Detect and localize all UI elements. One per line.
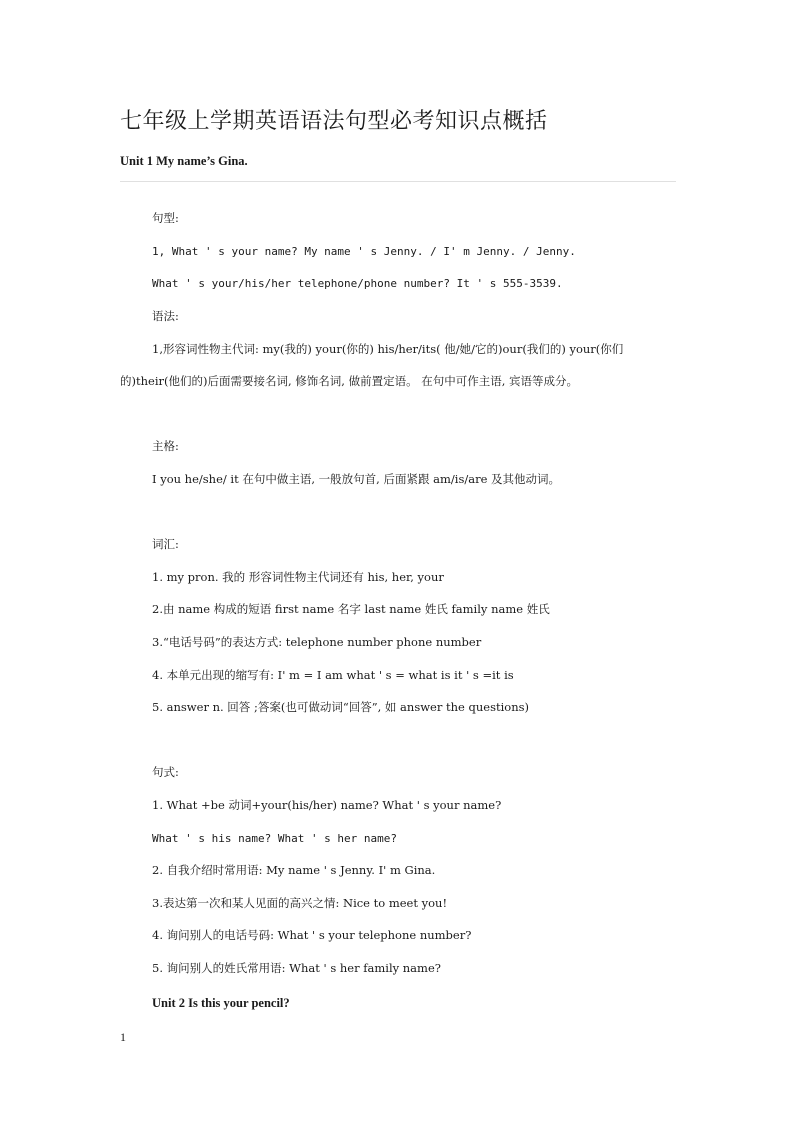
text-line: 2.由 name 构成的短语 first name 名字 last name 姓氏 family name 姓氏 (152, 602, 550, 616)
text-line: 2. 自我介绍时常用语: My name ' s Jenny. I' m Gina. (152, 863, 436, 877)
text-line: 4. 本单元出现的缩写有: I' m = I am what ' s = what is it ' s =it is (152, 668, 514, 682)
section-label-sentence-patterns: 句型: (152, 211, 179, 225)
heading-divider (120, 181, 676, 182)
text-line: 1, What ' s your name? My name ' s Jenny. / I' m Jenny. / Jenny. (152, 245, 576, 258)
document-title: 七年级上学期英语语法句型必考知识点概括 (120, 109, 548, 134)
text-line: 5. 询问别人的姓氏常用语: What ' s her family name? (152, 961, 441, 975)
text-line: I you he/she/ it 在句中做主语, 一般放句首, 后面紧跟 am/is/are 及其他动词。 (152, 472, 561, 486)
text-line: 1. What +be 动词+your(his/her) name? What ' s your name? (152, 798, 502, 812)
section-label-vocabulary: 词汇: (152, 537, 179, 551)
text-line: 4. 询问别人的电话号码: What ' s your telephone number? (152, 928, 472, 942)
text-line: What ' s your/his/her telephone/phone number? It ' s 555-3539. (152, 277, 563, 290)
text-line: 3.“电话号码”的表达方式: telephone number phone number (152, 635, 482, 649)
text-line: 的)their(他们的)后面需要接名词, 修饰名词, 做前置定语。 在句中可作主语, 宾语等成分。 (120, 374, 579, 388)
text-line: 1,形容词性物主代词: my(我的) your(你的) his/her/its( 他/她/它的)our(我们的) your(你们 (152, 342, 624, 356)
unit-2-heading: Unit 2 Is this your pencil? (152, 996, 290, 1010)
page-number: 1 (120, 1030, 126, 1044)
text-line: 3.表达第一次和某人见面的高兴之情: Nice to meet you! (152, 896, 448, 910)
unit-1-heading: Unit 1 My name’s Gina. (120, 154, 248, 168)
text-line: What ' s his name? What ' s her name? (152, 832, 398, 845)
section-label-sentence-forms: 句式: (152, 765, 179, 779)
text-line: 5. answer n. 回答 ;答案(也可做动词“回答”, 如 answer the questions) (152, 700, 529, 714)
text-line: 1. my pron. 我的 形容词性物主代词还有 his, her, your (152, 570, 444, 584)
section-label-grammar: 语法: (152, 309, 179, 323)
section-label-subject-case: 主格: (152, 439, 179, 453)
